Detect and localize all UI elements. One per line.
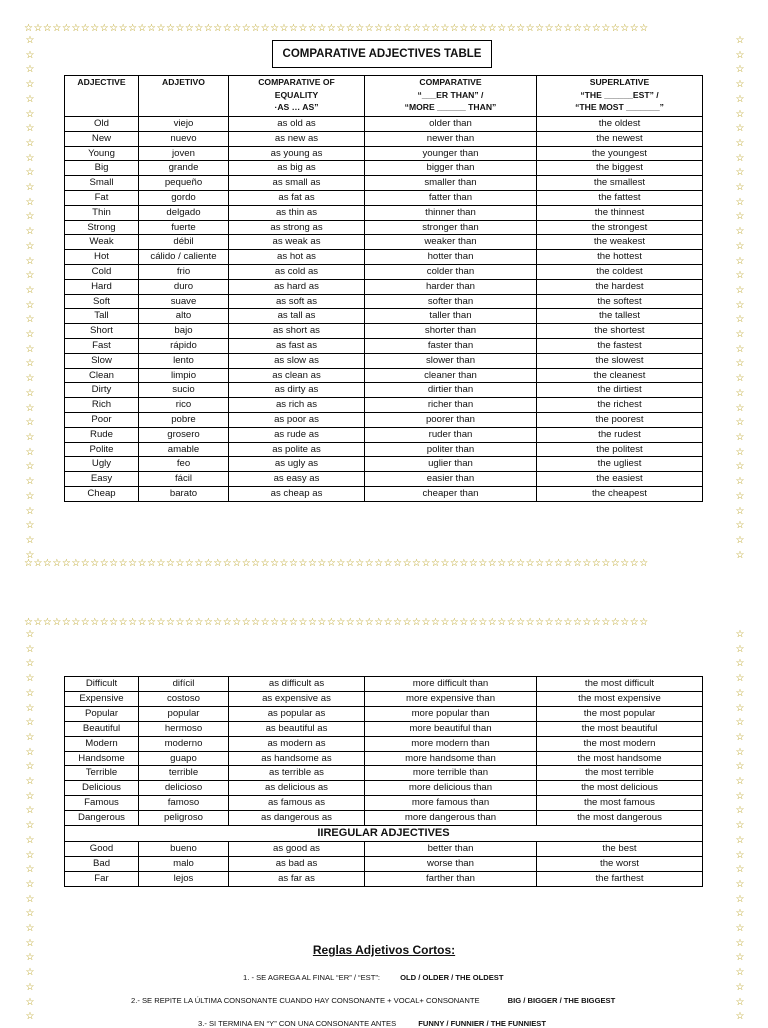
table-cell: the newest: [537, 131, 703, 146]
star-border-top: ☆☆☆☆☆☆☆☆☆☆☆☆☆☆☆☆☆☆☆☆☆☆☆☆☆☆☆☆☆☆☆☆☆☆☆☆☆☆☆☆☆☆☆☆☆☆☆☆☆☆☆☆☆☆☆☆☆☆☆☆☆☆☆☆☆☆: [24, 23, 649, 34]
table-cell: barato: [139, 486, 229, 501]
table-cell: Thin: [65, 205, 139, 220]
table-cell: slower than: [365, 353, 537, 368]
comparative-table: [64, 75, 703, 502]
table-cell: delgado: [139, 205, 229, 220]
table-cell: terrible: [139, 766, 229, 781]
table-cell: frio: [139, 264, 229, 279]
table-cell: the most handsome: [537, 751, 703, 766]
table-cell: Famous: [65, 796, 139, 811]
table-cell: the tallest: [537, 309, 703, 324]
table-cell: as rude as: [229, 427, 365, 442]
table-cell: peligroso: [139, 811, 229, 826]
table-cell: dirtier than: [365, 383, 537, 398]
table-cell: the ugliest: [537, 457, 703, 472]
table-cell: as delicious as: [229, 781, 365, 796]
column-header-line: “MORE ______ THAN”: [404, 102, 497, 112]
table-cell: guapo: [139, 751, 229, 766]
table-cell: amable: [139, 442, 229, 457]
table-cell: stronger than: [365, 220, 537, 235]
table-cell: as big as: [229, 161, 365, 176]
table-cell: farther than: [365, 871, 537, 886]
table-cell: as easy as: [229, 472, 365, 487]
table-cell: harder than: [365, 279, 537, 294]
table-cell: bajo: [139, 324, 229, 339]
table-cell: as far as: [229, 871, 365, 886]
table-cell: the coldest: [537, 264, 703, 279]
table-cell: nuevo: [139, 131, 229, 146]
table-cell: gordo: [139, 190, 229, 205]
table-cell: Fast: [65, 338, 139, 353]
table-cell: hermoso: [139, 721, 229, 736]
table-cell: as thin as: [229, 205, 365, 220]
table-cell: Rude: [65, 427, 139, 442]
star-border-right: ☆ ☆ ☆ ☆ ☆ ☆ ☆ ☆ ☆ ☆ ☆ ☆ ☆ ☆ ☆ ☆ ☆ ☆ ☆ ☆ ☆ ☆ ☆ ☆ ☆ ☆ ☆: [735, 629, 745, 1023]
table-cell: famoso: [139, 796, 229, 811]
column-header-line: SUPERLATIVE: [589, 77, 650, 87]
table-row: [65, 871, 703, 886]
table-cell: the most popular: [537, 706, 703, 721]
column-header-line: COMPARATIVE: [419, 77, 482, 87]
table-row: [65, 398, 703, 413]
table-cell: Terrible: [65, 766, 139, 781]
table-cell: the youngest: [537, 146, 703, 161]
table-cell: the biggest: [537, 161, 703, 176]
table-row: [65, 781, 703, 796]
table-row: [65, 205, 703, 220]
table-cell: the most dangerous: [537, 811, 703, 826]
table-cell: New: [65, 131, 139, 146]
table-cell: moderno: [139, 736, 229, 751]
table-cell: as strong as: [229, 220, 365, 235]
table-cell: as cheap as: [229, 486, 365, 501]
table-cell: costoso: [139, 691, 229, 706]
table-cell: the hottest: [537, 250, 703, 265]
table-cell: rápido: [139, 338, 229, 353]
column-header: [537, 76, 703, 117]
table-cell: the dirtiest: [537, 383, 703, 398]
table-row: [65, 190, 703, 205]
table-cell: grosero: [139, 427, 229, 442]
table-cell: grande: [139, 161, 229, 176]
table-cell: politer than: [365, 442, 537, 457]
table-cell: pobre: [139, 412, 229, 427]
table-cell: as small as: [229, 176, 365, 191]
table-cell: as beautiful as: [229, 721, 365, 736]
table-cell: malo: [139, 856, 229, 871]
table-row: [65, 842, 703, 857]
table-cell: poorer than: [365, 412, 537, 427]
table-cell: lejos: [139, 871, 229, 886]
table-cell: more dangerous than: [365, 811, 537, 826]
star-border-right: ☆ ☆ ☆ ☆ ☆ ☆ ☆ ☆ ☆ ☆ ☆ ☆ ☆ ☆ ☆ ☆ ☆ ☆ ☆ ☆ ☆ ☆ ☆ ☆ ☆ ☆ ☆ ☆ ☆ ☆ ☆ ☆ ☆ ☆ ☆ ☆: [735, 35, 745, 561]
table-row: [65, 220, 703, 235]
table-cell: Hard: [65, 279, 139, 294]
column-header: [229, 76, 365, 117]
table-cell: Modern: [65, 736, 139, 751]
table-cell: as expensive as: [229, 691, 365, 706]
rules-title: Reglas Adjetivos Cortos:: [312, 943, 456, 957]
table-cell: Expensive: [65, 691, 139, 706]
table-row: [65, 383, 703, 398]
table-row: [65, 309, 703, 324]
table-cell: Good: [65, 842, 139, 857]
table-cell: softer than: [365, 294, 537, 309]
table-cell: Tall: [65, 309, 139, 324]
table-row: [65, 353, 703, 368]
table-cell: smaller than: [365, 176, 537, 191]
table-row: [65, 677, 703, 692]
table-cell: the most difficult: [537, 677, 703, 692]
table-cell: as dirty as: [229, 383, 365, 398]
table-cell: colder than: [365, 264, 537, 279]
table-cell: Strong: [65, 220, 139, 235]
long-adjectives-table: [64, 676, 703, 887]
table-cell: the worst: [537, 856, 703, 871]
table-cell: the fastest: [537, 338, 703, 353]
table-cell: the shortest: [537, 324, 703, 339]
table-cell: as rich as: [229, 398, 365, 413]
table-cell: Short: [65, 324, 139, 339]
column-header: [365, 76, 537, 117]
table-cell: Dirty: [65, 383, 139, 398]
table-cell: the most famous: [537, 796, 703, 811]
rule-example: OLD / OLDER / THE OLDEST: [400, 973, 504, 982]
table-cell: the weakest: [537, 235, 703, 250]
table-row: [65, 856, 703, 871]
table-cell: Slow: [65, 353, 139, 368]
table-cell: Ugly: [65, 457, 139, 472]
table-row: [65, 766, 703, 781]
table-cell: more beautiful than: [365, 721, 537, 736]
table-cell: popular: [139, 706, 229, 721]
table-cell: more delicious than: [365, 781, 537, 796]
table-row: [65, 279, 703, 294]
table-cell: alto: [139, 309, 229, 324]
table-row: [65, 721, 703, 736]
table-cell: shorter than: [365, 324, 537, 339]
table-cell: the hardest: [537, 279, 703, 294]
table-cell: delicioso: [139, 781, 229, 796]
table-cell: Small: [65, 176, 139, 191]
table-row: [65, 811, 703, 826]
column-header-line: COMPARATIVE OF: [258, 77, 335, 87]
table-row: [65, 442, 703, 457]
table-cell: richer than: [365, 398, 537, 413]
table-cell: more famous than: [365, 796, 537, 811]
table-cell: Big: [65, 161, 139, 176]
table-row: [65, 264, 703, 279]
table-row: [65, 427, 703, 442]
table-cell: thinner than: [365, 205, 537, 220]
rule-text: 3.- SI TERMINA EN “Y” CON UNA CONSONANTE ANTES: [198, 1019, 397, 1028]
table-cell: Dangerous: [65, 811, 139, 826]
table-cell: as short as: [229, 324, 365, 339]
table-cell: Hot: [65, 250, 139, 265]
table-cell: more modern than: [365, 736, 537, 751]
table-row: [65, 706, 703, 721]
rule-3: [198, 1019, 546, 1028]
table-cell: as hot as: [229, 250, 365, 265]
table-cell: the most beautiful: [537, 721, 703, 736]
table-cell: cálido / caliente: [139, 250, 229, 265]
table-cell: older than: [365, 117, 537, 132]
rule-text: 2.- SE REPITE LA ÚLTIMA CONSONANTE CUANDO HAY CONSONANTE + VOCAL+ CONSONANTE: [131, 996, 480, 1005]
table-row: [65, 146, 703, 161]
table-cell: fácil: [139, 472, 229, 487]
table-cell: limpio: [139, 368, 229, 383]
table-cell: the richest: [537, 398, 703, 413]
table-cell: the smallest: [537, 176, 703, 191]
table-cell: as famous as: [229, 796, 365, 811]
table-cell: as polite as: [229, 442, 365, 457]
table-cell: the best: [537, 842, 703, 857]
table-cell: as tall as: [229, 309, 365, 324]
table-cell: as fast as: [229, 338, 365, 353]
table-cell: Popular: [65, 706, 139, 721]
table-cell: the softest: [537, 294, 703, 309]
column-header-line: ADJETIVO: [162, 77, 205, 87]
table-cell: the politest: [537, 442, 703, 457]
rule-example: BIG / BIGGER / THE BIGGEST: [507, 996, 616, 1005]
star-border-left: ☆ ☆ ☆ ☆ ☆ ☆ ☆ ☆ ☆ ☆ ☆ ☆ ☆ ☆ ☆ ☆ ☆ ☆ ☆ ☆ ☆ ☆ ☆ ☆ ☆ ☆ ☆ ☆ ☆ ☆ ☆ ☆ ☆ ☆ ☆ ☆: [25, 35, 35, 561]
table-row: [65, 412, 703, 427]
irregular-section-title: IIREGULAR ADJECTIVES: [65, 826, 703, 842]
table-cell: the fattest: [537, 190, 703, 205]
table-cell: as poor as: [229, 412, 365, 427]
table-cell: cheaper than: [365, 486, 537, 501]
table-cell: hotter than: [365, 250, 537, 265]
table-cell: the farthest: [537, 871, 703, 886]
table-cell: as bad as: [229, 856, 365, 871]
table-cell: cleaner than: [365, 368, 537, 383]
table-row: [65, 691, 703, 706]
rule-example: FUNNY / FUNNIER / THE FUNNIEST: [418, 1019, 546, 1028]
table-row: [65, 161, 703, 176]
table-cell: as modern as: [229, 736, 365, 751]
table-cell: Bad: [65, 856, 139, 871]
table-cell: sucio: [139, 383, 229, 398]
table-cell: more handsome than: [365, 751, 537, 766]
column-header: [65, 76, 139, 117]
table-cell: Clean: [65, 368, 139, 383]
table-cell: Soft: [65, 294, 139, 309]
table-cell: the most modern: [537, 736, 703, 751]
table-cell: weaker than: [365, 235, 537, 250]
table-row: [65, 736, 703, 751]
table-cell: Easy: [65, 472, 139, 487]
table-cell: Handsome: [65, 751, 139, 766]
star-border-left: ☆ ☆ ☆ ☆ ☆ ☆ ☆ ☆ ☆ ☆ ☆ ☆ ☆ ☆ ☆ ☆ ☆ ☆ ☆ ☆ ☆ ☆ ☆ ☆ ☆ ☆ ☆: [25, 629, 35, 1023]
table-cell: as terrible as: [229, 766, 365, 781]
table-cell: Poor: [65, 412, 139, 427]
table-cell: Beautiful: [65, 721, 139, 736]
table-cell: suave: [139, 294, 229, 309]
table-row: [65, 486, 703, 501]
table-cell: Young: [65, 146, 139, 161]
table-cell: as clean as: [229, 368, 365, 383]
table-cell: as hard as: [229, 279, 365, 294]
table-cell: Delicious: [65, 781, 139, 796]
table-cell: pequeño: [139, 176, 229, 191]
table-cell: better than: [365, 842, 537, 857]
table-cell: Rich: [65, 398, 139, 413]
table-cell: as cold as: [229, 264, 365, 279]
star-border-top: ☆☆☆☆☆☆☆☆☆☆☆☆☆☆☆☆☆☆☆☆☆☆☆☆☆☆☆☆☆☆☆☆☆☆☆☆☆☆☆☆☆☆☆☆☆☆☆☆☆☆☆☆☆☆☆☆☆☆☆☆☆☆☆☆☆☆: [24, 617, 649, 628]
page-title: COMPARATIVE ADJECTIVES TABLE: [272, 40, 492, 68]
column-header-line: ·AS … AS”: [274, 102, 319, 112]
table-header-row: [65, 76, 703, 117]
table-cell: as ugly as: [229, 457, 365, 472]
table-cell: Fat: [65, 190, 139, 205]
table-cell: joven: [139, 146, 229, 161]
table-cell: more popular than: [365, 706, 537, 721]
column-header-line: “THE MOST _______”: [575, 102, 664, 112]
table-cell: Weak: [65, 235, 139, 250]
table-cell: bigger than: [365, 161, 537, 176]
table-cell: lento: [139, 353, 229, 368]
table-cell: as weak as: [229, 235, 365, 250]
table-row: [65, 324, 703, 339]
table-cell: fuerte: [139, 220, 229, 235]
table-cell: as slow as: [229, 353, 365, 368]
table-row: [65, 457, 703, 472]
table-cell: younger than: [365, 146, 537, 161]
table-cell: as old as: [229, 117, 365, 132]
rule-1: [243, 973, 504, 982]
table-cell: Cheap: [65, 486, 139, 501]
table-cell: the oldest: [537, 117, 703, 132]
table-row: [65, 338, 703, 353]
table-cell: débil: [139, 235, 229, 250]
table-row: [65, 368, 703, 383]
table-cell: as popular as: [229, 706, 365, 721]
table-row: [65, 796, 703, 811]
table-cell: the most delicious: [537, 781, 703, 796]
table-row: [65, 176, 703, 191]
column-header-line: ADJECTIVE: [77, 77, 126, 87]
table-cell: as good as: [229, 842, 365, 857]
table-cell: worse than: [365, 856, 537, 871]
table-cell: Cold: [65, 264, 139, 279]
table-cell: ruder than: [365, 427, 537, 442]
table-row: [65, 751, 703, 766]
table-cell: taller than: [365, 309, 537, 324]
table-cell: as young as: [229, 146, 365, 161]
column-header-line: EQUALITY: [274, 89, 319, 100]
table-row: [65, 131, 703, 146]
table-cell: the cheapest: [537, 486, 703, 501]
table-cell: the slowest: [537, 353, 703, 368]
table-cell: Far: [65, 871, 139, 886]
table-cell: the most expensive: [537, 691, 703, 706]
column-header: [139, 76, 229, 117]
table-cell: as handsome as: [229, 751, 365, 766]
star-border-bottom: ☆☆☆☆☆☆☆☆☆☆☆☆☆☆☆☆☆☆☆☆☆☆☆☆☆☆☆☆☆☆☆☆☆☆☆☆☆☆☆☆☆☆☆☆☆☆☆☆☆☆☆☆☆☆☆☆☆☆☆☆☆☆☆☆☆☆: [24, 558, 649, 569]
table-cell: duro: [139, 279, 229, 294]
table-cell: more difficult than: [365, 677, 537, 692]
table-cell: as soft as: [229, 294, 365, 309]
table-cell: newer than: [365, 131, 537, 146]
table-cell: Polite: [65, 442, 139, 457]
table-cell: Old: [65, 117, 139, 132]
table-cell: difícil: [139, 677, 229, 692]
table-cell: the poorest: [537, 412, 703, 427]
column-header-line: “THE ______EST” /: [580, 89, 659, 100]
table-cell: faster than: [365, 338, 537, 353]
rule-2: [131, 996, 615, 1005]
section-header-row: [65, 826, 703, 842]
table-cell: the thinnest: [537, 205, 703, 220]
table-cell: feo: [139, 457, 229, 472]
table-cell: fatter than: [365, 190, 537, 205]
rule-text: 1. - SE AGREGA AL FINAL “ER” / “EST”:: [243, 973, 381, 982]
table-cell: the easiest: [537, 472, 703, 487]
table-row: [65, 235, 703, 250]
table-cell: as fat as: [229, 190, 365, 205]
table-cell: as new as: [229, 131, 365, 146]
table-cell: as dangerous as: [229, 811, 365, 826]
table-cell: as difficult as: [229, 677, 365, 692]
table-cell: viejo: [139, 117, 229, 132]
table-cell: bueno: [139, 842, 229, 857]
table-row: [65, 294, 703, 309]
table-cell: the strongest: [537, 220, 703, 235]
table-row: [65, 472, 703, 487]
table-cell: Difficult: [65, 677, 139, 692]
table-cell: more terrible than: [365, 766, 537, 781]
table-cell: the cleanest: [537, 368, 703, 383]
table-row: [65, 117, 703, 132]
table-row: [65, 250, 703, 265]
column-header-line: “___ER THAN” /: [417, 89, 484, 100]
table-cell: easier than: [365, 472, 537, 487]
table-cell: more expensive than: [365, 691, 537, 706]
table-cell: uglier than: [365, 457, 537, 472]
table-cell: the most terrible: [537, 766, 703, 781]
table-cell: rico: [139, 398, 229, 413]
table-cell: the rudest: [537, 427, 703, 442]
